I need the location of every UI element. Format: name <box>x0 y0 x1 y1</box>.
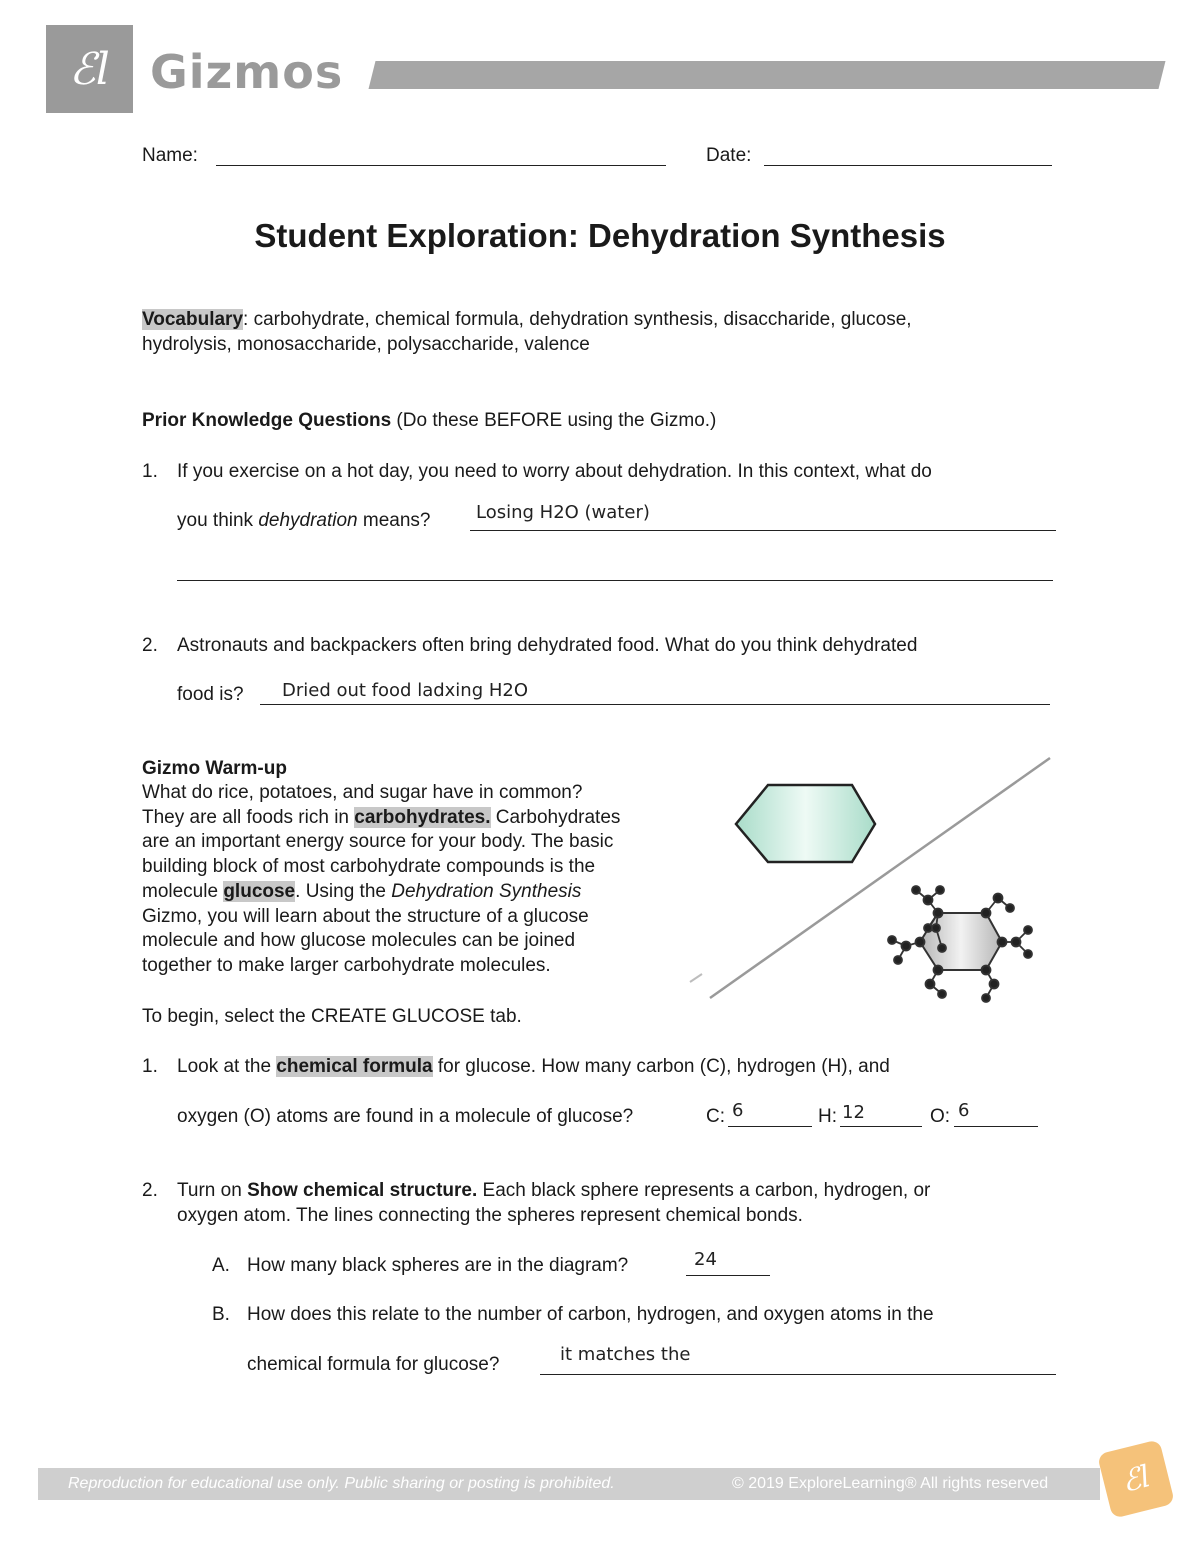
q2b-line-2: chemical formula for glucose? <box>247 1354 500 1375</box>
warmup-line-1: What do rice, potatoes, and sugar have in common? <box>142 782 583 803</box>
q2a-label: A. <box>212 1255 230 1276</box>
q2-l1-c: Each black sphere represents a carbon, hydrogen, or <box>477 1180 931 1201</box>
prior-heading-bold: Prior Knowledge Questions <box>142 410 392 431</box>
footer-reproduction-notice: Reproduction for educational use only. Public sharing or posting is prohibited. <box>68 1475 615 1492</box>
warmup-l5-italic: Dehydration Synthesis <box>391 880 582 902</box>
gizmos-brand: Gizmos <box>150 45 344 99</box>
q1-l1-a: Look at the <box>177 1056 277 1077</box>
vocabulary-label: Vocabulary <box>142 309 244 330</box>
q1-number: 1. <box>142 1056 158 1077</box>
carbon-label: C: <box>706 1106 725 1127</box>
warmup-line-8: together to make larger carbohydrate molecules. <box>142 954 551 976</box>
warmup-line-6: Gizmo, you will learn about the structure of a glucose <box>142 905 589 927</box>
q2b-label: B. <box>212 1304 230 1325</box>
warmup-l5-highlight: glucose <box>223 880 296 902</box>
q2-l1-a: Turn on <box>177 1180 248 1201</box>
page-title: Student Exploration: Dehydration Synthesis <box>254 217 946 254</box>
q1-l1-b: for glucose. How many carbon (C), hydrogen (H), and <box>432 1056 890 1077</box>
warmup-paragraph <box>142 781 702 979</box>
q2-line-1 <box>177 1178 930 1203</box>
prior-q1-number: 1. <box>142 461 158 482</box>
hydrogen-label: H: <box>818 1106 837 1127</box>
warmup-l2-a: They are all foods rich in <box>142 806 355 828</box>
vocabulary-line-2: hydrolysis, monosaccharide, polysaccharide, valence <box>142 334 590 355</box>
q1-line-1 <box>177 1054 890 1079</box>
oxygen-answer: 6 <box>958 1100 970 1121</box>
header-bar <box>369 61 1166 89</box>
vocabulary-line-1 <box>142 307 912 332</box>
prior-q1-line-1: If you exercise on a hot day, you need to worry about dehydration. In this context, what do <box>177 461 932 482</box>
warmup-heading: Gizmo Warm-up <box>142 758 287 779</box>
q2-number: 2. <box>142 1180 158 1201</box>
q2b-line-1: How does this relate to the number of carbon, hydrogen, and oxygen atoms in the <box>247 1304 934 1325</box>
warmup-line-3: are an important energy source for your body. The basic <box>142 831 614 853</box>
hydrogen-answer: 12 <box>842 1102 865 1123</box>
date-field[interactable] <box>764 143 1052 166</box>
glucose-hexagon-shape <box>736 785 875 862</box>
warmup-begin-instruction: To begin, select the CREATE GLUCOSE tab. <box>142 1006 522 1027</box>
warmup-l5-a: molecule <box>142 880 224 902</box>
prior-q2-number: 2. <box>142 635 158 656</box>
prior-q1-line-2 <box>177 508 431 533</box>
date-label: Date: <box>706 145 752 166</box>
q2b-answer: it matches the <box>560 1344 691 1365</box>
footer-copyright: © 2019 ExploreLearning® All rights reserved <box>732 1475 1049 1492</box>
warmup-line-2 <box>142 806 702 831</box>
q1-line-2: oxygen (O) atoms are found in a molecule of glucose? <box>177 1106 634 1127</box>
prior-heading-note: (Do these BEFORE using the Gizmo.) <box>391 410 717 431</box>
name-label: Name: <box>142 145 198 166</box>
q1-l1-highlight: chemical formula <box>276 1056 433 1077</box>
warmup-line-5 <box>142 880 702 905</box>
footer-logo: ℰl <box>1097 1439 1175 1519</box>
glucose-chemical-structure <box>888 886 1032 1002</box>
q2-l1-bold: Show chemical structure. <box>247 1180 478 1201</box>
q1-text-b: means? <box>357 510 431 531</box>
prior-q1-answer-field-2[interactable] <box>177 558 1053 581</box>
q2a-answer: 24 <box>694 1249 717 1270</box>
name-field[interactable] <box>216 143 666 166</box>
q2a-text: How many black spheres are in the diagram? <box>247 1255 629 1276</box>
prior-knowledge-heading <box>142 408 716 433</box>
q1-text-a: you think <box>177 510 259 531</box>
glucose-illustration <box>680 750 1070 1010</box>
vocabulary-terms-1: : carbohydrate, chemical formula, dehydration synthesis, disaccharide, glucose, <box>243 309 912 330</box>
oxygen-label: O: <box>930 1106 951 1127</box>
warmup-line-7: molecule and how glucose molecules can be joined <box>142 930 576 952</box>
prior-q2-answer: Dried out food ladxing H2O <box>282 680 529 701</box>
q2-line-2: oxygen atom. The lines connecting the spheres represent chemical bonds. <box>177 1205 803 1226</box>
warmup-l2-b: Carbohydrates <box>490 806 621 828</box>
prior-q2-line-2: food is? <box>177 684 244 705</box>
warmup-l2-highlight: carbohydrates. <box>354 806 491 828</box>
carbon-answer: 6 <box>732 1100 744 1121</box>
warmup-line-4: building block of most carbohydrate compounds is the <box>142 856 596 878</box>
warmup-l5-b: . Using the <box>295 880 392 902</box>
q1-text-italic: dehydration <box>258 510 358 531</box>
explorelearning-logo: ℰl <box>46 25 133 113</box>
prior-q2-line-1: Astronauts and backpackers often bring dehydrated food. What do you think dehydrated <box>177 635 918 656</box>
prior-q1-answer: Losing H2O (water) <box>476 502 650 523</box>
